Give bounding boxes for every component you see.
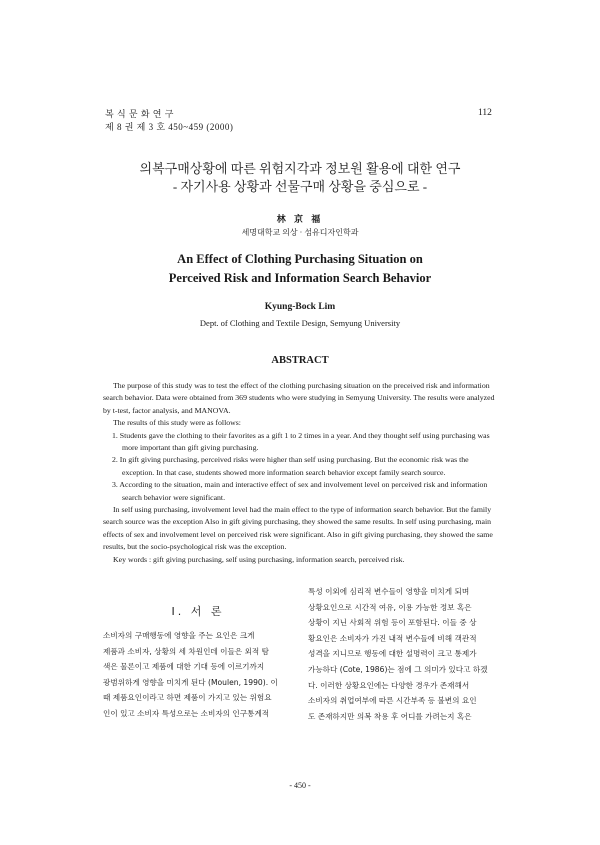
left-column-text — [103, 628, 293, 722]
abstract-heading: ABSTRACT — [271, 355, 329, 366]
text-line: 인이 있고 소비자 특성으로는 소비자의 인구통계적 — [103, 708, 270, 718]
english-title — [0, 250, 600, 288]
text-line: 색은 물론이고 제품에 대한 기대 등에 이르기까지 — [103, 662, 265, 672]
text-line: 광범위하게 영향을 미치게 된다 (Moulen, 1990). 이 — [103, 677, 278, 687]
text-line: 상황요인으로 시간적 여유, 이용 가능한 정보 혹은 — [308, 602, 472, 612]
abstract-body — [103, 380, 499, 566]
keywords: Key words : gift giving purchasing, self using purchasing, information search, perceived risk. — [113, 554, 405, 564]
page-footer-number: - 450 - — [289, 781, 311, 790]
abstract-result-item: 3. According to the situation, main and interactive effect of sex and involvement level on perceived risk and information search behavior were significant. — [112, 480, 488, 502]
korean-title — [0, 160, 600, 196]
text-line: 다. 이러한 상황요인에는 다양한 경우가 존재해서 — [308, 680, 470, 690]
abstract-results-intro: The results of this study were as follows: — [113, 418, 241, 428]
english-title-line2: Perceived Risk and Information Search Behavior — [168, 271, 432, 285]
text-line: 상황이 지닌 사회적 위험 등이 포함된다. 이들 중 상 — [308, 618, 477, 628]
text-line: 도 존재하지만 의복 착용 후 어디를 가려는지 혹은 — [308, 711, 472, 721]
text-line: 제품과 소비자, 상황의 세 차원인데 이들은 외적 탐 — [103, 646, 270, 656]
english-affiliation: Dept. of Clothing and Textile Design, Semyung University — [199, 318, 401, 328]
text-line: 때 제품요인이라고 하면 제품이 가지고 있는 위험요 — [103, 693, 272, 703]
english-author: Kyung-Bock Lim — [264, 302, 336, 312]
volume-line: 제 8 권 제 3 호 450~459 (2000) — [105, 122, 234, 132]
abstract-paragraph: In self using purchasing, involvement level had the main effect to the type of information search behavior. But the family search source was the exception Also in gift giving purchasing, they showed the same results. In self using purchasing, main effects of sex and involvement level on perceived risk were significant. Also in gift giving purchasing, they showed the same results, but the socio-psychological risk was the exception. — [103, 505, 493, 552]
right-column-text — [308, 584, 500, 724]
abstract-result-item: 2. In gift giving purchasing, perceived risks were higher than self using purchasing. But the economic risk was the exception. In that case, students showed more information search behavior except family search source. — [112, 455, 469, 477]
abstract-paragraph: The purpose of this study was to test the effect of the clothing purchasing situation on the preceived risk and information search behavior. Data were obtained from 369 students who were studying in Semyung University. The results were analyzed by t-test, factor analysis, and MANOVA. — [103, 381, 495, 415]
journal-info — [105, 108, 233, 134]
english-title-line1: An Effect of Clothing Purchasing Situation on — [177, 252, 423, 266]
section-heading: Ⅰ. 서 론 — [171, 605, 225, 618]
korean-subtitle: - 자기사용 상황과 선물구매 상황을 중심으로 - — [172, 179, 428, 194]
abstract-result-item: 1. Students gave the clothing to their favorites as a gift 1 to 2 times in a year. And they thought self using purchasing was more important than gift giving purchasing. — [112, 430, 490, 453]
text-line: 소비자의 취업여부에 따른 시간부족 등 불변의 요인 — [308, 696, 477, 706]
page-number: 112 — [478, 108, 492, 118]
korean-title-line1: 의복구매상황에 따른 위험지각과 정보원 활용에 대한 연구 — [139, 161, 461, 176]
text-line: 소비자의 구매행동에 영향을 주는 요인은 크게 — [103, 631, 255, 640]
text-line: 특성 이외에 심리적 변수들이 영향을 미치게 되며 — [308, 587, 470, 596]
journal-name: 복 식 문 화 연 구 — [105, 109, 174, 119]
text-line: 성격을 지니므로 행동에 대한 설명력이 크고 통제가 — [308, 649, 477, 659]
text-line: 황요인은 소비자가 가진 내적 변수들에 비해 객관적 — [308, 633, 477, 643]
text-line: 가능하다 (Cote, 1986)는 점에 그 의미가 있다고 하겠 — [308, 664, 488, 674]
korean-affiliation: 세명대학교 의상 · 섬유디자인학과 — [241, 228, 359, 237]
korean-author: 林 京 福 — [276, 214, 324, 224]
